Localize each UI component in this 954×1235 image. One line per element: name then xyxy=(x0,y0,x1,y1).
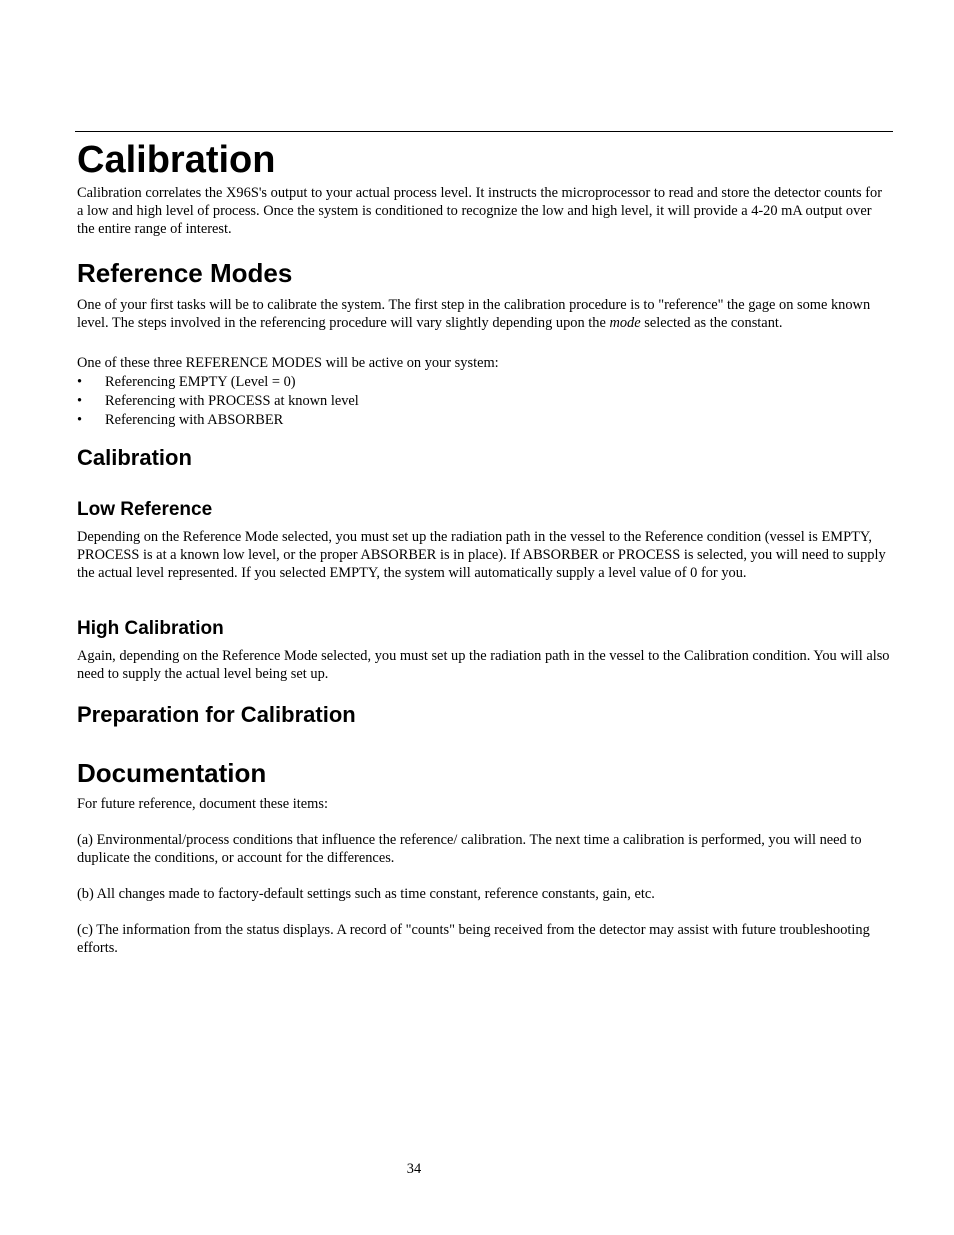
reference-modes-text-b: selected as the constant. xyxy=(640,315,783,331)
list-item-text: Referencing with PROCESS at known level xyxy=(105,393,359,409)
list-item-text: Referencing with ABSORBER xyxy=(105,412,284,428)
reference-modes-emphasis: mode xyxy=(609,315,641,331)
calibration-heading: Calibration xyxy=(77,445,192,470)
documentation-heading: Documentation xyxy=(77,758,267,788)
documentation-item-c: (c) The information from the status displays. A record of "counts" being received from the detector may assist with future troubleshooting efforts. xyxy=(77,922,870,956)
list-item-text: Referencing EMPTY (Level = 0) xyxy=(105,374,296,390)
list-item xyxy=(77,411,891,429)
reference-modes-paragraph xyxy=(77,296,891,332)
documentation-item-b: (b) All changes made to factory-default settings such as time constant, reference constants, gain, etc. xyxy=(77,886,655,902)
reference-modes-intro: One of these three REFERENCE MODES will be active on your system: xyxy=(77,355,499,371)
high-calibration-paragraph: Again, depending on the Reference Mode selected, you must set up the radiation path in the vessel to the Calibration condition. You will also need to supply the actual level being set up. xyxy=(77,648,890,682)
low-reference-paragraph: Depending on the Reference Mode selected, you must set up the radiation path in the vessel to the Reference condition (vessel is EMPTY, PROCESS is at a known low level, or the proper ABSORBER is in place). If ABSORBER or PROCESS is selected, you will need to supply the actual level represented. If you selected EMPTY, the system will automatically supply a level value of 0 for you. xyxy=(77,529,886,581)
page-number: 34 xyxy=(406,1161,422,1177)
page-content xyxy=(77,134,891,957)
bullet-icon: • xyxy=(77,412,83,428)
header-rule xyxy=(75,131,893,132)
documentation-intro: For future reference, document these items: xyxy=(77,796,328,812)
preparation-heading: Preparation for Calibration xyxy=(77,702,356,727)
reference-modes-list xyxy=(77,373,891,429)
list-item xyxy=(77,373,891,391)
bullet-icon: • xyxy=(77,393,83,409)
high-calibration-heading: High Calibration xyxy=(77,618,224,639)
reference-modes-heading: Reference Modes xyxy=(77,258,293,288)
reference-modes-text-a: One of your first tasks will be to calibrate the system. The first step in the calibration procedure is to "reference" the gage on some known level. The steps involved in the referencing procedure will vary slightly depending upon the xyxy=(77,297,871,331)
page-title: Calibration xyxy=(77,139,276,181)
bullet-icon: • xyxy=(77,374,83,390)
intro-paragraph: Calibration correlates the X96S's output to your actual process level. It instructs the microprocessor to read and store the detector counts for a low and high level of process. Once the system is conditioned to recognize the low and high level, it will provide a 4-20 mA output over the entire range of interest. xyxy=(77,185,883,237)
list-item xyxy=(77,392,891,410)
low-reference-heading: Low Reference xyxy=(77,499,213,520)
documentation-item-a: (a) Environmental/process conditions that influence the reference/ calibration. The next time a calibration is performed, you will need to duplicate the conditions, or account for the differences. xyxy=(77,832,862,866)
